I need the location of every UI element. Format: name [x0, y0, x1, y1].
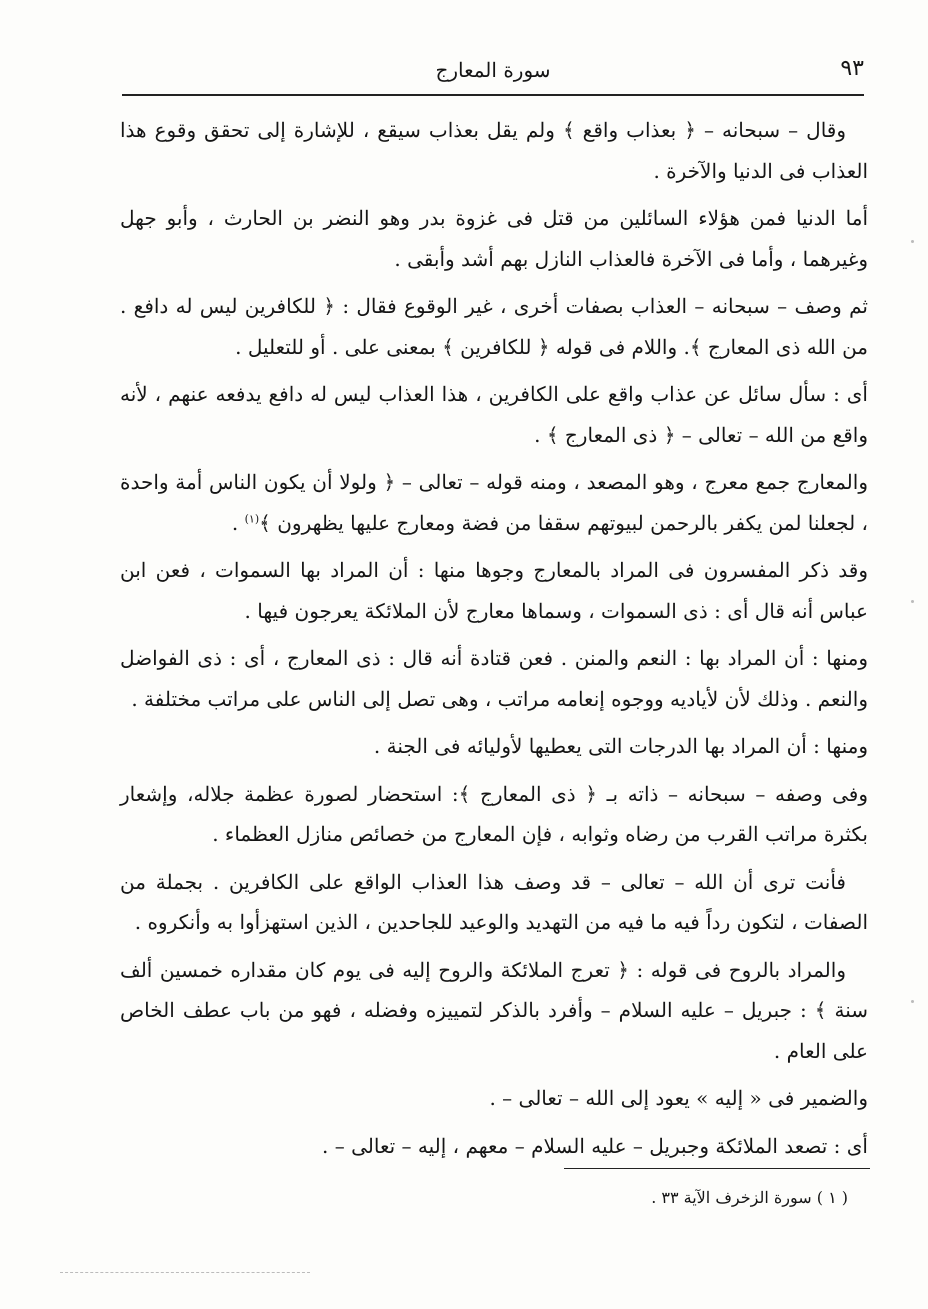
paragraph-2: أما الدنيا فمن هؤلاء السائلين من قتل فى غزوة بدر وهو النضر بن الحارث ، وأبو جهل وغيرهما ، وأما فى الآخرة فالعذاب النازل بهم أشد وأبقى . — [120, 206, 868, 271]
footnote-reference: (١) — [244, 511, 260, 525]
paragraph-6: وقد ذكر المفسرون فى المراد بالمعارج وجوها منها : أن المراد بها السموات ، فعن ابن عباس أنه قال أى : ذى السموات ، وسماها معارج لأن الملائكة يعرجون فيها . — [120, 558, 868, 623]
scan-artifact-dot — [911, 600, 914, 603]
paragraph-9: وفى وصفه – سبحانه – ذاته بـ ﴿ ذى المعارج ﴾: استحضار لصورة عظمة جلاله، وإشعار بكثرة مراتب القرب من رضاه وثوابه ، فإن المعارج من خصائص منازل العظماء . — [120, 781, 868, 846]
paragraph-13: أى : تصعد الملائكة وجبريل – عليه السلام – معهم ، إليه – تعالى – . — [322, 1133, 868, 1158]
paragraph-5 — [120, 462, 868, 543]
paragraph-11: والمراد بالروح فى قوله : ﴿ تعرج الملائكة والروح إليه فى يوم كان مقداره خمسين ألف سنة ﴾ : جبريل – عليه السلام – وأفرد بالذكر لتمييزه وفضله ، فهو من باب عطف الخاص على العام . — [120, 957, 868, 1063]
paragraph-8: ومنها : أن المراد بها الدرجات التى يعطيها لأوليائه فى الجنة . — [373, 734, 868, 758]
paragraph-5-end: . — [231, 510, 245, 535]
chapter-title: سورة المعارج — [435, 58, 551, 82]
paragraph-1: وقال – سبحانه – ﴿ بعذاب واقع ﴾ ولم يقل بعذاب سيقع ، للإشارة إلى تحقق وقوع هذا العذاب فى الدنيا والآخرة . — [120, 118, 868, 183]
footnote-divider — [564, 1168, 870, 1169]
page-number: ٩٣ — [840, 56, 864, 81]
page-body — [120, 110, 868, 1173]
header-divider — [122, 94, 864, 96]
scan-artifact-line — [60, 1272, 310, 1273]
scan-artifact-dot — [911, 240, 914, 243]
paragraph-12: والضمير فى « إليه » يعود إلى الله – تعالى – . — [489, 1086, 868, 1110]
paragraph-10: فأنت ترى أن الله – تعالى – قد وصف هذا العذاب الواقع على الكافرين . بجملة من الصفات ، لتكون رداً فيه ما فيه من التهديد والوعيد للجاحدين ، الذين استهزأوا به وأنكروه . — [120, 869, 868, 934]
page-header — [122, 52, 864, 92]
scan-artifact-dot — [911, 1000, 914, 1003]
paragraph-4: أى : سأل سائل عن عذاب واقع على الكافرين ، هذا العذاب ليس له دافع يدفعه عنهم ، لأنه واقع من الله – تعالى – ﴿ ذى المعارج ﴾ . — [120, 382, 868, 447]
footnote: ( ١ ) سورة الزخرف الآية ٣٣ . — [651, 1188, 848, 1207]
paragraph-7: ومنها : أن المراد بها : النعم والمنن . فعن قتادة أنه قال : ذى المعارج ، أى : ذى الفواضل والنعم . وذلك لأن لأياديه ووجوه إنعامه مراتب ، وهى تصل إلى الناس على مراتب مختلفة . — [120, 646, 869, 711]
paragraph-3: ثم وصف – سبحانه – العذاب بصفات أخرى ، غير الوقوع فقال : ﴿ للكافرين ليس له دافع . من الله ذى المعارج ﴾. واللام فى قوله ﴿ للكافرين ﴾ بمعنى على . أو للتعليل . — [120, 294, 868, 359]
paragraph-5-text: والمعارج جمع معرج ، وهو المصعد ، ومنه قوله – تعالى – ﴿ ولولا أن يكون الناس أمة واحدة ، لجعلنا لمن يكفر بالرحمن لبيوتهم سقفا من فضة ومعارج عليها يظهرون ﴾ — [120, 470, 868, 535]
